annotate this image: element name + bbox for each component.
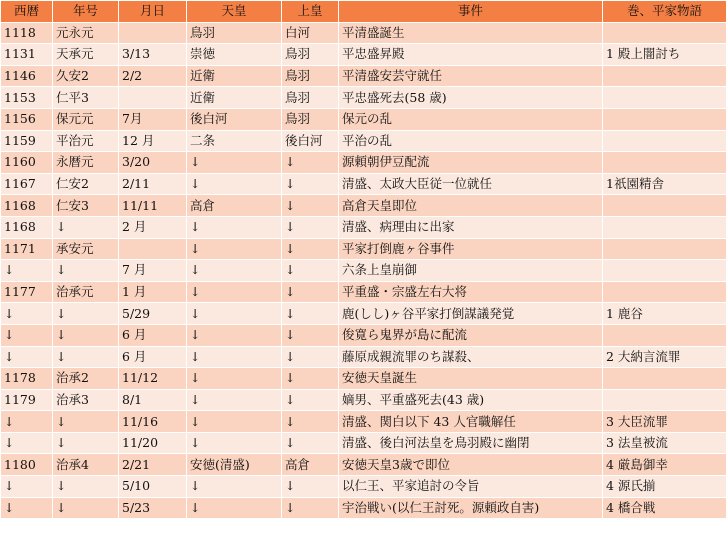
cell-emperor: ↓ — [187, 497, 282, 519]
cell-date: 12 月 — [119, 130, 187, 152]
cell-era-name: ↓ — [53, 303, 119, 325]
cell-heike-chapter — [603, 260, 727, 282]
cell-date: 8/1 — [119, 389, 187, 411]
cell-retired-emperor: 鳥羽 — [282, 108, 339, 130]
cell-retired-emperor: ↓ — [282, 281, 339, 303]
cell-emperor: ↓ — [187, 173, 282, 195]
cell-era-name: 治承2 — [53, 368, 119, 390]
cell-era-name: ↓ — [53, 260, 119, 282]
header-date: 月日 — [119, 1, 187, 23]
cell-event: 清盛、後白河法皇を鳥羽殿に幽閉 — [339, 432, 603, 454]
cell-emperor: ↓ — [187, 216, 282, 238]
table-row — [1, 108, 727, 130]
cell-retired-emperor: ↓ — [282, 260, 339, 282]
header-emperor: 天皇 — [187, 1, 282, 23]
cell-western-year: 1167 — [1, 173, 53, 195]
table-row — [1, 454, 727, 476]
cell-era-name: 仁安3 — [53, 195, 119, 217]
cell-emperor: ↓ — [187, 281, 282, 303]
cell-retired-emperor: ↓ — [282, 152, 339, 174]
cell-western-year: ↓ — [1, 346, 53, 368]
cell-date: 5/29 — [119, 303, 187, 325]
cell-emperor: ↓ — [187, 303, 282, 325]
cell-date: 3/13 — [119, 44, 187, 66]
header-event: 事件 — [339, 1, 603, 23]
cell-western-year: 1131 — [1, 44, 53, 66]
cell-heike-chapter: 3 大臣流罪 — [603, 411, 727, 433]
cell-western-year: ↓ — [1, 260, 53, 282]
cell-era-name: 久安2 — [53, 65, 119, 87]
cell-era-name: 元永元 — [53, 22, 119, 44]
cell-event: 鹿(しし)ヶ谷平家打倒謀議発覚 — [339, 303, 603, 325]
cell-western-year: ↓ — [1, 432, 53, 454]
table-row — [1, 346, 727, 368]
cell-western-year: 1180 — [1, 454, 53, 476]
table-row — [1, 368, 727, 390]
table-row — [1, 216, 727, 238]
cell-western-year: 1171 — [1, 238, 53, 260]
cell-retired-emperor: ↓ — [282, 389, 339, 411]
cell-retired-emperor: ↓ — [282, 368, 339, 390]
cell-event: 以仁王、平家追討の令旨 — [339, 476, 603, 498]
table-row — [1, 65, 727, 87]
cell-western-year: 1168 — [1, 195, 53, 217]
cell-event: 平忠盛昇殿 — [339, 44, 603, 66]
cell-heike-chapter — [603, 65, 727, 87]
cell-era-name: ↓ — [53, 346, 119, 368]
cell-date: 1 月 — [119, 281, 187, 303]
cell-heike-chapter: 4 源氏揃 — [603, 476, 727, 498]
cell-event: 源頼朝伊豆配流 — [339, 152, 603, 174]
cell-era-name: 仁平3 — [53, 87, 119, 109]
table-row — [1, 497, 727, 519]
cell-western-year: 1156 — [1, 108, 53, 130]
cell-date: 2/2 — [119, 65, 187, 87]
header-western-year: 西暦 — [1, 1, 53, 23]
table-row — [1, 281, 727, 303]
cell-retired-emperor: ↓ — [282, 303, 339, 325]
cell-date: 3/20 — [119, 152, 187, 174]
cell-date — [119, 22, 187, 44]
cell-date: 6 月 — [119, 324, 187, 346]
cell-date: 11/16 — [119, 411, 187, 433]
cell-retired-emperor: 鳥羽 — [282, 87, 339, 109]
table-row — [1, 260, 727, 282]
header-retired-emperor: 上皇 — [282, 1, 339, 23]
cell-western-year: ↓ — [1, 411, 53, 433]
cell-heike-chapter — [603, 87, 727, 109]
cell-western-year: ↓ — [1, 476, 53, 498]
cell-retired-emperor: ↓ — [282, 238, 339, 260]
table-row — [1, 411, 727, 433]
cell-heike-chapter — [603, 368, 727, 390]
cell-heike-chapter — [603, 238, 727, 260]
table-row — [1, 476, 727, 498]
cell-retired-emperor: ↓ — [282, 346, 339, 368]
cell-date: 11/20 — [119, 432, 187, 454]
cell-event: 嫡男、平重盛死去(43 歳) — [339, 389, 603, 411]
cell-emperor: ↓ — [187, 389, 282, 411]
table-row — [1, 303, 727, 325]
cell-era-name: 保元元 — [53, 108, 119, 130]
cell-western-year: 1153 — [1, 87, 53, 109]
cell-event: 平清盛誕生 — [339, 22, 603, 44]
cell-emperor: 高倉 — [187, 195, 282, 217]
cell-event: 平治の乱 — [339, 130, 603, 152]
cell-emperor: ↓ — [187, 324, 282, 346]
cell-event: 平家打倒鹿ヶ谷事件 — [339, 238, 603, 260]
cell-date: 6 月 — [119, 346, 187, 368]
cell-western-year: 1146 — [1, 65, 53, 87]
cell-emperor: 二条 — [187, 130, 282, 152]
cell-heike-chapter — [603, 195, 727, 217]
cell-western-year: 1177 — [1, 281, 53, 303]
cell-heike-chapter: 1 殿上闇討ち — [603, 44, 727, 66]
cell-emperor: ↓ — [187, 346, 282, 368]
table-row — [1, 195, 727, 217]
cell-event: 平忠盛死去(58 歳) — [339, 87, 603, 109]
cell-date: 11/11 — [119, 195, 187, 217]
cell-era-name: ↓ — [53, 432, 119, 454]
cell-date: 2 月 — [119, 216, 187, 238]
cell-era-name: 仁安2 — [53, 173, 119, 195]
cell-retired-emperor: 白河 — [282, 22, 339, 44]
cell-western-year: 1178 — [1, 368, 53, 390]
cell-heike-chapter: 4 橋合戦 — [603, 497, 727, 519]
cell-era-name: ↓ — [53, 476, 119, 498]
cell-event: 平重盛・宗盛左右大将 — [339, 281, 603, 303]
table-body — [1, 22, 727, 519]
cell-date: 7月 — [119, 108, 187, 130]
cell-heike-chapter — [603, 108, 727, 130]
cell-heike-chapter — [603, 130, 727, 152]
cell-emperor: 近衛 — [187, 65, 282, 87]
cell-retired-emperor: ↓ — [282, 195, 339, 217]
cell-heike-chapter — [603, 281, 727, 303]
table-row — [1, 324, 727, 346]
cell-retired-emperor: ↓ — [282, 432, 339, 454]
cell-emperor: 鳥羽 — [187, 22, 282, 44]
cell-event: 清盛、太政大臣従一位就任 — [339, 173, 603, 195]
table-row — [1, 173, 727, 195]
cell-date: 2/11 — [119, 173, 187, 195]
cell-event: 保元の乱 — [339, 108, 603, 130]
cell-date — [119, 238, 187, 260]
cell-emperor: 安徳(清盛) — [187, 454, 282, 476]
cell-event: 高倉天皇即位 — [339, 195, 603, 217]
cell-heike-chapter — [603, 324, 727, 346]
cell-date — [119, 87, 187, 109]
cell-event: 平清盛安芸守就任 — [339, 65, 603, 87]
cell-western-year: 1179 — [1, 389, 53, 411]
cell-western-year: ↓ — [1, 497, 53, 519]
cell-era-name: 承安元 — [53, 238, 119, 260]
cell-heike-chapter — [603, 216, 727, 238]
header-heike-chapter: 巻、平家物語 — [603, 1, 727, 23]
cell-heike-chapter: 2 大納言流罪 — [603, 346, 727, 368]
cell-emperor: ↓ — [187, 432, 282, 454]
cell-event: 俊寛ら鬼界が島に配流 — [339, 324, 603, 346]
cell-date: 5/23 — [119, 497, 187, 519]
cell-emperor: ↓ — [187, 368, 282, 390]
cell-era-name: 天承元 — [53, 44, 119, 66]
cell-emperor: 崇徳 — [187, 44, 282, 66]
cell-retired-emperor: 高倉 — [282, 454, 339, 476]
cell-retired-emperor: ↓ — [282, 411, 339, 433]
header-row — [1, 1, 727, 23]
table-row — [1, 22, 727, 44]
cell-heike-chapter: 3 法皇被流 — [603, 432, 727, 454]
table-row — [1, 130, 727, 152]
cell-heike-chapter — [603, 22, 727, 44]
cell-era-name: ↓ — [53, 497, 119, 519]
cell-retired-emperor: ↓ — [282, 173, 339, 195]
cell-retired-emperor: ↓ — [282, 497, 339, 519]
cell-heike-chapter: 1 鹿谷 — [603, 303, 727, 325]
table-row — [1, 44, 727, 66]
cell-retired-emperor: 後白河 — [282, 130, 339, 152]
cell-era-name: 平治元 — [53, 130, 119, 152]
cell-era-name: 治承元 — [53, 281, 119, 303]
cell-heike-chapter: 4 厳島御幸 — [603, 454, 727, 476]
table-row — [1, 152, 727, 174]
cell-western-year: 1118 — [1, 22, 53, 44]
cell-western-year: ↓ — [1, 324, 53, 346]
cell-emperor: 後白河 — [187, 108, 282, 130]
table-row — [1, 432, 727, 454]
cell-era-name: ↓ — [53, 324, 119, 346]
table-row — [1, 87, 727, 109]
cell-western-year: 1159 — [1, 130, 53, 152]
cell-retired-emperor: ↓ — [282, 324, 339, 346]
cell-era-name: 永暦元 — [53, 152, 119, 174]
cell-retired-emperor: ↓ — [282, 476, 339, 498]
cell-emperor: ↓ — [187, 152, 282, 174]
cell-date: 5/10 — [119, 476, 187, 498]
cell-emperor: ↓ — [187, 476, 282, 498]
cell-western-year: 1160 — [1, 152, 53, 174]
cell-date: 7 月 — [119, 260, 187, 282]
cell-emperor: 近衛 — [187, 87, 282, 109]
table-row — [1, 238, 727, 260]
cell-emperor: ↓ — [187, 260, 282, 282]
cell-western-year: ↓ — [1, 303, 53, 325]
cell-era-name: 治承4 — [53, 454, 119, 476]
cell-western-year: 1168 — [1, 216, 53, 238]
cell-retired-emperor: ↓ — [282, 216, 339, 238]
cell-event: 安徳天皇誕生 — [339, 368, 603, 390]
cell-event: 六条上皇崩御 — [339, 260, 603, 282]
cell-retired-emperor: 鳥羽 — [282, 44, 339, 66]
cell-event: 宇治戦い(以仁王討死。源頼政自害) — [339, 497, 603, 519]
cell-era-name: ↓ — [53, 216, 119, 238]
cell-heike-chapter — [603, 389, 727, 411]
cell-era-name: 治承3 — [53, 389, 119, 411]
cell-emperor: ↓ — [187, 238, 282, 260]
cell-date: 11/12 — [119, 368, 187, 390]
header-era-name: 年号 — [53, 1, 119, 23]
cell-event: 清盛、病理由に出家 — [339, 216, 603, 238]
cell-retired-emperor: 鳥羽 — [282, 65, 339, 87]
cell-event: 藤原成親流罪のち謀殺、 — [339, 346, 603, 368]
cell-era-name: ↓ — [53, 411, 119, 433]
cell-heike-chapter: 1祇園精舎 — [603, 173, 727, 195]
cell-emperor: ↓ — [187, 411, 282, 433]
table-row — [1, 389, 727, 411]
cell-event: 清盛、関白以下 43 人官職解任 — [339, 411, 603, 433]
cell-heike-chapter — [603, 152, 727, 174]
cell-event: 安徳天皇3歳で即位 — [339, 454, 603, 476]
cell-date: 2/21 — [119, 454, 187, 476]
